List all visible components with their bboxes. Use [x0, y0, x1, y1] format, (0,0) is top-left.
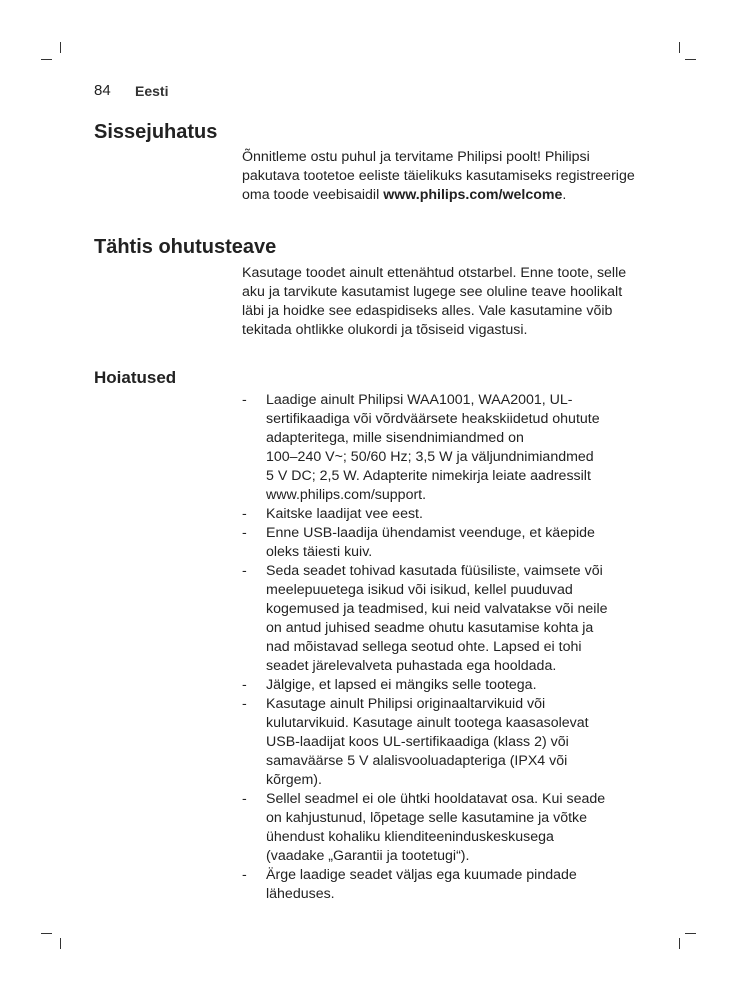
list-item [242, 562, 644, 676]
crop-mark [679, 938, 680, 949]
crop-mark [41, 59, 52, 60]
safety-heading: Tähtis ohutusteave [94, 236, 277, 258]
list-item-text: Enne USB-laadija ühendamist veenduge, et käepide oleks täiesti kuiv. [266, 525, 595, 560]
page-number: 84 [94, 82, 111, 99]
crop-mark [685, 59, 696, 60]
intro-link-suffix: . [562, 187, 567, 203]
bullet-dash: - [242, 525, 247, 541]
list-item [242, 524, 644, 562]
safety-paragraph: Kasutage toodet ainult ettenähtud otstarbel. Enne toote, selle aku ja tarvikute kasutamist lugege see oluline teave hoolikalt läbi ja hoidke see edaspidiseks alles. Vale kasutamine võib tekitada ohtlikke olukordi ja tõsiseid vigastusi. [242, 265, 627, 338]
list-item-text: Kasutage ainult Philipsi originaaltarvikuid või kulutarvikuid. Kasutage ainult tootega kaasasolevat USB-laadijat koos UL-sertifikaadiga (klass 2) või samaväärse 5 V alalisvooluadapteriga (IPX4 või kõrgem). [266, 696, 589, 788]
intro-link[interactable]: www.philips.com/welcome [383, 187, 563, 203]
bullet-dash: - [242, 677, 247, 693]
intro-paragraph [242, 148, 642, 205]
bullet-dash: - [242, 563, 247, 579]
bullet-dash: - [242, 506, 247, 522]
list-item [242, 695, 644, 790]
crop-mark [41, 933, 52, 934]
list-item [242, 505, 644, 524]
list-item-text: Sellel seadmel ei ole ühtki hooldatavat osa. Kui seade on kahjustunud, lõpetage selle kasutamine ja võtke ühendust kohaliku klienditeeninduskeskusega (vaadake „Garantii ja tootetugi“). [266, 791, 606, 864]
list-item-text: Kaitske laadijat vee eest. [266, 506, 423, 522]
page-language: Eesti [135, 83, 169, 99]
list-item-text: Ärge laadige seadet väljas ega kuumade pindade läheduses. [266, 867, 577, 902]
crop-mark [60, 42, 61, 53]
intro-text: Õnnitleme ostu puhul ja tervitame Philipsi poolt! Philipsi pakutava tootetoe eeliste täielikuks kasutamiseks registreerige oma toode veebisaidil [242, 149, 635, 203]
list-item-text: Laadige ainult Philipsi WAA1001, WAA2001, UL- sertifikaadiga või võrdväärsete heakskiidetud ohutute adapteritega, mille sisendnimiandmed on 100–240 V~; 50/60 Hz; 3,5 W ja väljundnimiandmed 5 V DC; 2,5 W. Adapterite nimekirja leiate aadressilt www.philips.com/support. [266, 392, 600, 503]
warnings-list [242, 391, 644, 904]
crop-mark [60, 938, 61, 949]
list-item [242, 866, 644, 904]
list-item [242, 790, 644, 866]
bullet-dash: - [242, 791, 247, 807]
bullet-dash: - [242, 392, 247, 408]
crop-mark [679, 42, 680, 53]
intro-heading: Sissejuhatus [94, 121, 218, 143]
list-item [242, 676, 644, 695]
crop-mark [685, 933, 696, 934]
bullet-dash: - [242, 696, 247, 712]
warnings-heading: Hoiatused [94, 368, 177, 387]
list-item-text: Jälgige, et lapsed ei mängiks selle tootega. [266, 677, 537, 693]
bullet-dash: - [242, 867, 247, 883]
list-item-text: Seda seadet tohivad kasutada füüsiliste, vaimsete või meelepuuetega isikud või isikud, kellel puuduvad kogemused ja teadmised, kui neid valvatakse või neile on antud juhised seadme ohutu kasutamise kohta ja nad mõistavad sellega seotud ohte. Lapsed ei tohi seadet järelevalveta puhastada ega hooldada. [266, 563, 608, 674]
list-item [242, 391, 644, 505]
